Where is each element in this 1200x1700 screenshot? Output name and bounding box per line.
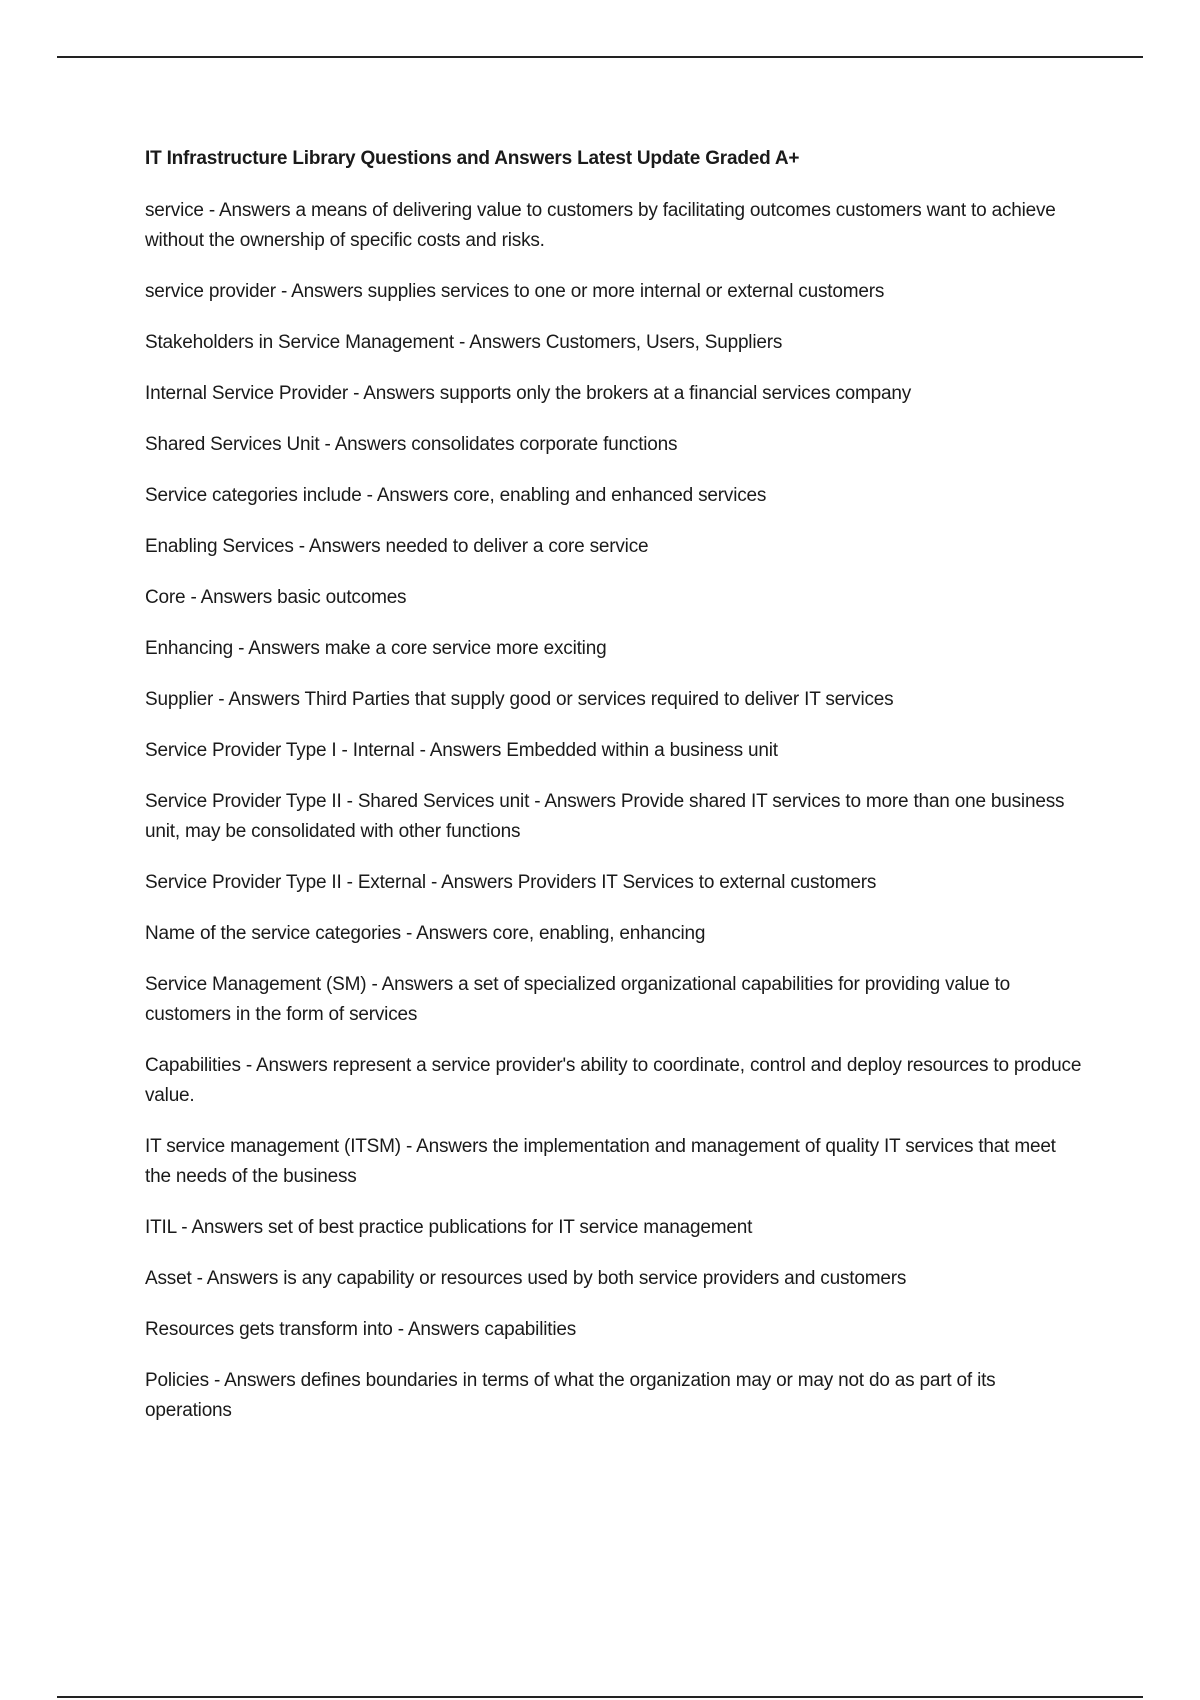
document-title: IT Infrastructure Library Questions and Answers Latest Update Graded A+ — [145, 148, 800, 169]
qa-item: Asset - Answers is any capability or resources used by both service providers and customers — [145, 1268, 907, 1289]
qa-item: Service Provider Type II - Shared Services unit - Answers Provide shared IT services to more than one business unit, may be consolidated with other functions — [145, 791, 1065, 842]
qa-item: Shared Services Unit - Answers consolidates corporate functions — [145, 434, 678, 455]
qa-item: Policies - Answers defines boundaries in terms of what the organization may or may not do as part of its operations — [145, 1370, 996, 1421]
qa-item: Internal Service Provider - Answers supports only the brokers at a financial services company — [145, 383, 912, 404]
qa-item: Capabilities - Answers represent a service provider's ability to coordinate, control and deploy resources to produce value. — [145, 1055, 1082, 1106]
qa-item: Service Provider Type I - Internal - Answers Embedded within a business unit — [145, 740, 778, 761]
document-body — [145, 146, 1085, 1447]
qa-item: Core - Answers basic outcomes — [145, 587, 407, 608]
qa-item: Service Management (SM) - Answers a set of specialized organizational capabilities for providing value to customers in the form of services — [145, 974, 1011, 1025]
qa-item: Resources gets transform into - Answers capabilities — [145, 1319, 577, 1340]
qa-item: service provider - Answers supplies services to one or more internal or external customers — [145, 281, 885, 302]
qa-item: IT service management (ITSM) - Answers the implementation and management of quality IT services that meet the needs of the business — [145, 1136, 1056, 1187]
qa-item: service - Answers a means of delivering value to customers by facilitating outcomes customers want to achieve without the ownership of specific costs and risks. — [145, 200, 1056, 251]
header-rule — [57, 56, 1143, 58]
qa-item: Supplier - Answers Third Parties that supply good or services required to deliver IT services — [145, 689, 894, 710]
footer-rule — [57, 1696, 1143, 1698]
qa-item: Enabling Services - Answers needed to deliver a core service — [145, 536, 649, 557]
qa-item: Stakeholders in Service Management - Answers Customers, Users, Suppliers — [145, 332, 783, 353]
qa-item: Name of the service categories - Answers core, enabling, enhancing — [145, 923, 706, 944]
qa-item: Enhancing - Answers make a core service more exciting — [145, 638, 607, 659]
qa-item: ITIL - Answers set of best practice publications for IT service management — [145, 1217, 753, 1238]
qa-item: Service Provider Type II - External - Answers Providers IT Services to external customers — [145, 872, 877, 893]
qa-item: Service categories include - Answers core, enabling and enhanced services — [145, 485, 767, 506]
